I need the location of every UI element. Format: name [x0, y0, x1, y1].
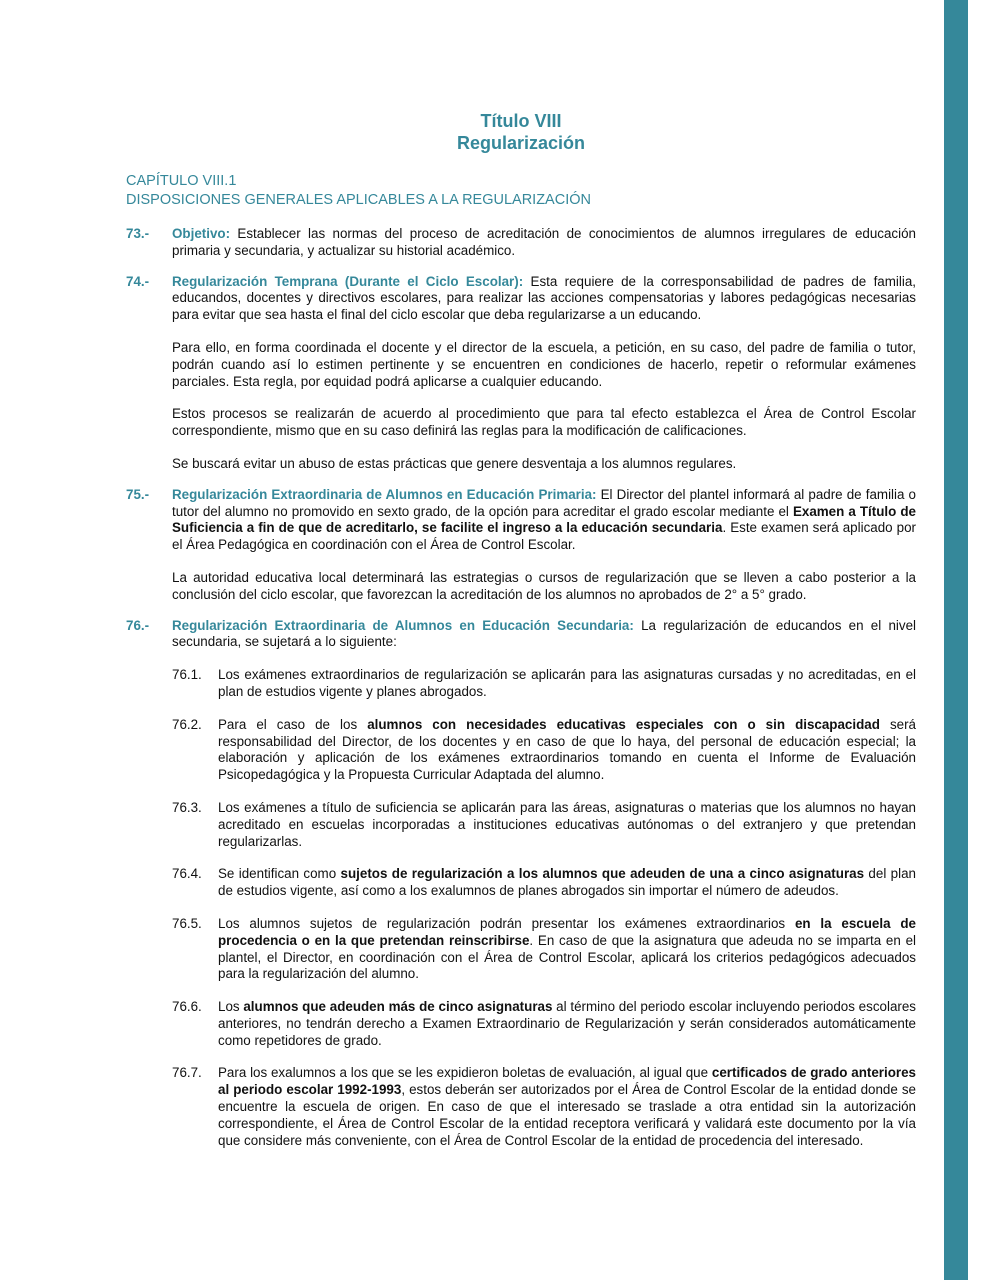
- subsection-76-2: [172, 717, 916, 784]
- subsection-text-part: Los: [218, 999, 244, 1015]
- subsection-text: [218, 999, 916, 1049]
- article-76: [126, 618, 916, 1150]
- subsection-76-1: [172, 667, 916, 701]
- subsection-text-part: Para el caso de los: [218, 716, 368, 732]
- subsection-text: [218, 717, 916, 784]
- article-73: [126, 226, 916, 260]
- subsection-number: 76.6.: [172, 999, 202, 1015]
- title-line-2: Regularización: [456, 133, 586, 153]
- article-number: 73.-: [126, 226, 150, 241]
- article-text: Esta requiere de la corresponsabilidad de padres de familia, educandos, docentes y directivos escolares, para realizar las acciones compensatorias y labores pedagógicas necesarias para evitar que sea hasta el final del ciclo escolar que deba regularizarse a un educando.: [172, 273, 916, 323]
- article-paragraph: Estos procesos se realizarán de acuerdo al procedimiento que para tal efecto establezca el Área de Control Escolar correspondiente, mismo que en su caso definirá las reglas para la modificación de calificaciones.: [172, 406, 916, 439]
- subsection-76-3: [172, 800, 916, 850]
- article-paragraph: La autoridad educativa local determinará las estrategias o cursos de regularización que se lleven a cabo posterior a la conclusión del ciclo escolar, que favorezcan la acreditación de los alumnos no aprobados de 2° a 5° grado.: [172, 569, 916, 602]
- article-text: El Director del plantel informará al padre de familia o tutor del alumno no promovido en sexto grado, de la opción para acreditar el grado escolar mediante el: [172, 486, 916, 519]
- subsection-text-part: Se identifican como: [218, 866, 341, 882]
- subsection-76-6: [172, 999, 916, 1049]
- article-74: [126, 274, 916, 473]
- subsection-number: 76.4.: [172, 866, 202, 882]
- article-paragraph: [172, 618, 916, 652]
- chapter-heading: [126, 172, 916, 210]
- subsection-bold-text: certificados de grado anteriores al periodo escolar 1992-1993: [218, 1065, 916, 1098]
- subsection-76-5: [172, 916, 916, 983]
- subsection-text: Los exámenes extraordinarios de regularización se aplicarán para las asignaturas cursadas y no acreditadas, en el plan de estudios vigente y planes abrogados.: [218, 667, 916, 699]
- article-number: 76.-: [126, 617, 150, 633]
- subsection-76-4: [172, 866, 916, 900]
- article-number: 74.-: [126, 273, 150, 289]
- document-page: [126, 110, 916, 1149]
- subsection-number: 76.7.: [172, 1065, 202, 1081]
- subsection-number: 76.5.: [172, 915, 202, 931]
- subsection-bold-text: alumnos que adeuden más de cinco asignaturas: [243, 999, 553, 1015]
- subsection-bold-text: en la escuela de procedencia o en la que pretendan reinscribirse: [218, 915, 917, 948]
- subsection-text: Los exámenes a título de suficiencia se aplicarán para las áreas, asignaturas o materias que los alumnos no hayan acreditado en escuelas incorporadas a instituciones educativas autónomas o del extranjero y que pretendan regularizarlas.: [218, 799, 916, 849]
- article-text: La regularización de educandos en el nivel secundaria, se sujetará a lo siguiente:: [172, 617, 917, 650]
- article-lead: Objetivo:: [172, 226, 231, 241]
- article-text: . Este examen será aplicado por el Área Pedagógica en coordinación con el Área de Control Escolar.: [172, 520, 916, 553]
- article-bold-text: Examen a Título de Suficiencia a fin de que de acreditarlo, se facilite el ingreso a la educación secundaria: [172, 503, 916, 536]
- subsection-text-part: del plan de estudios vigente, así como a los exalumnos de planes abrogados sin importar el número de adeudos.: [218, 866, 916, 899]
- subsection-text-part: , estos deberán ser autorizados por el Área de Control Escolar de la entidad donde se encuentre la escuela de origen. En caso de que el interesado se traslade a otra entidad sin la autorización correspondiente, el Área de Control Escolar de la entidad receptora verificará y validará este documento por la vía que considere más conveniente, con el Área de Control Escolar de la entidad de procedencia del interesado.: [218, 1082, 916, 1148]
- article-paragraph: Se buscará evitar un abuso de estas prácticas que genere desventaja a los alumnos regulares.: [172, 455, 737, 471]
- article-paragraph: [172, 487, 916, 554]
- subsection-text-part: Para los exalumnos a los que se les expidieron boletas de evaluación, al igual que: [218, 1065, 712, 1081]
- article-lead: Regularización Extraordinaria de Alumnos en Educación Primaria:: [172, 486, 597, 502]
- article-lead: Regularización Temprana (Durante el Ciclo Escolar):: [172, 273, 524, 289]
- title-line-1: Título VIII: [480, 111, 562, 131]
- subsection-number: 76.3.: [172, 799, 202, 815]
- side-color-bar: [944, 0, 968, 1280]
- article-75: [126, 487, 916, 604]
- article-paragraph: [172, 226, 916, 260]
- subsection-list: [172, 667, 916, 1149]
- subsection-number: 76.2.: [172, 716, 202, 732]
- subsection-text-part: . En caso de que la asignatura que adeuda no se imparta en el plantel, el Director, en coordinación con el Área de Control Escolar, aplicará los criterios pedagógicos adecuados para la regularización del alumno.: [218, 932, 916, 982]
- subsection-text-part: Los alumnos sujetos de regularización podrán presentar los exámenes extraordinarios: [218, 915, 795, 931]
- subsection-text-part: será responsabilidad del Director, de los docentes y en caso de que lo haya, del personal de educación especial; la elaboración y aplicación de los exámenes extraordinarios tomando en cuenta el Informe de Evaluación Psicopedagógica y la Propuesta Curricular Adaptada del alumno.: [218, 716, 916, 783]
- article-text: Establecer las normas del proceso de acreditación de conocimientos de alumnos irregulares de educación primaria y secundaria, y actualizar su historial académico.: [172, 226, 916, 258]
- article-lead: Regularización Extraordinaria de Alumnos en Educación Secundaria:: [172, 617, 634, 633]
- subsection-text: [218, 916, 916, 983]
- subsection-text: [218, 1065, 916, 1149]
- subsection-76-7: [172, 1065, 916, 1149]
- subsection-text: [218, 866, 916, 900]
- subsection-number: 76.1.: [172, 667, 202, 683]
- article-paragraph: [172, 274, 916, 324]
- article-body: [172, 487, 916, 604]
- article-body: [172, 618, 916, 1150]
- subsection-bold-text: sujetos de regularización a los alumnos que adeuden de una a cinco asignaturas: [340, 866, 865, 882]
- subsection-bold-text: alumnos con necesidades educativas especiales con o sin discapacidad: [367, 716, 880, 732]
- subsection-text-part: al término del periodo escolar incluyendo periodos escolares anteriores, no tendrán derecho a Examen Extraordinario de Regularización y serán considerados automáticamente como repetidores de grado.: [218, 999, 916, 1048]
- chapter-number: CAPÍTULO VIII.1: [126, 173, 237, 189]
- article-body: [172, 226, 916, 260]
- article-body: [172, 274, 916, 473]
- article-number: 75.-: [126, 486, 150, 502]
- chapter-title: DISPOSICIONES GENERALES APLICABLES A LA REGULARIZACIÓN: [126, 192, 591, 208]
- article-paragraph: Para ello, en forma coordinada el docente y el director de la escuela, a petición, en su caso, del padre de familia o tutor, podrán cuando así lo estimen pertinente y se encuentren en condiciones de hacerlo, repetir o reformular exámenes parciales. Esta regla, por equidad podrá aplicarse a cualquier educando.: [172, 339, 916, 389]
